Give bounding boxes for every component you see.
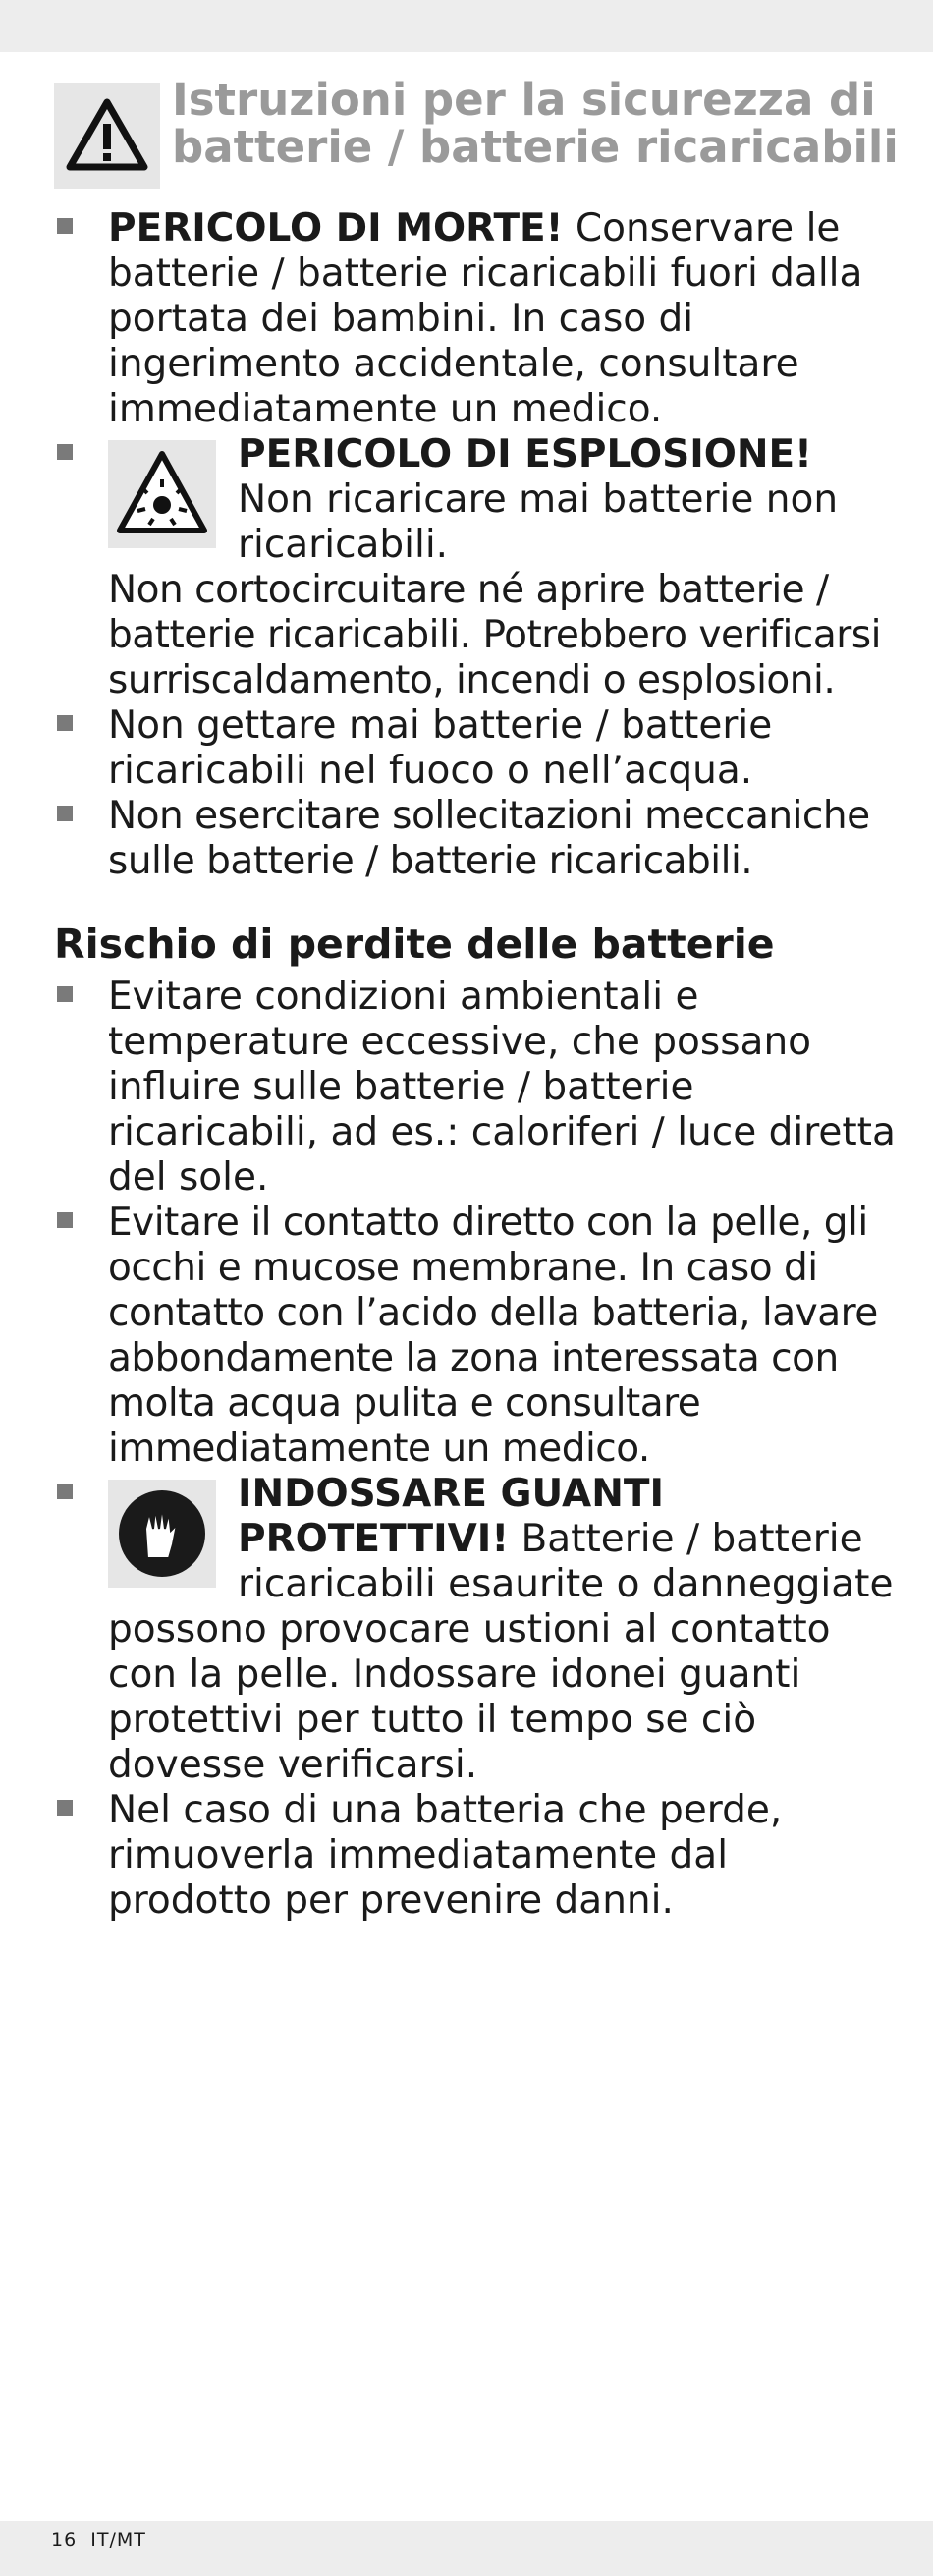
page-number <box>51 2529 146 2550</box>
explosion-danger-label: PERICOLO DI ESPLOSIONE! <box>238 432 812 476</box>
item-text: Non esercitare sollecitazioni meccaniche sulle batterie / batterie ricaricabili. <box>108 794 870 883</box>
list-item <box>54 1788 899 1924</box>
bullet-square <box>57 986 73 1002</box>
explosion-icon <box>108 440 216 548</box>
bullet-square <box>57 1800 73 1816</box>
item-text: Nel caso di una batteria che perde, rimuoverla immediatamente dal prodotto per prevenire danni. <box>108 1788 783 1923</box>
list-item <box>54 206 899 432</box>
bullet-square <box>57 1484 73 1499</box>
item-text: Evitare il contatto diretto con la pelle, gli occhi e mucose membrane. In caso di contatto con l’acido della batteria, lavare abbondamente la zona interessata con molta acqua pulita e consultare immediatamente un medico. <box>108 1201 878 1471</box>
bullet-square <box>57 444 73 460</box>
top-band <box>0 0 933 52</box>
list-item <box>54 1201 899 1472</box>
gloves-label-line-2: PROTETTIVI! <box>238 1517 510 1561</box>
section-title <box>172 74 918 173</box>
item-text: Non gettare mai batterie / batterie ricaricabili nel fuoco o nell’acqua. <box>108 703 773 793</box>
list-item <box>54 794 899 884</box>
section-title-line-2: batterie / batterie ricaricabili <box>172 121 899 173</box>
safety-content <box>54 206 899 1924</box>
list-item <box>54 432 899 703</box>
page-number-value: 16 <box>51 2529 78 2550</box>
list-item <box>54 975 899 1201</box>
item-text: Conservare le batterie / batterie ricaricabili fuori dalla portata dei bambini. In caso di ingerimento accidentale, consultare immediatamente un medico. <box>108 206 863 431</box>
item-text: Batterie / batterie ricaricabili esaurite o danneggiate possono provocare ustioni al contatto con la pelle. Indossare idonei guanti protettivi per tutto il tempo se ciò dovesse verificarsi. <box>108 1517 894 1787</box>
bullet-square <box>57 218 73 234</box>
warning-triangle-icon <box>54 83 160 189</box>
section-title-line-1: Istruzioni per la sicurezza di <box>172 74 876 126</box>
bullet-square <box>57 715 73 731</box>
danger-of-death-label: PERICOLO DI MORTE! <box>108 206 564 251</box>
language-code: IT/MT <box>90 2529 146 2550</box>
item-text: Non ricaricare mai batterie non ricaricabili. <box>238 477 839 567</box>
item-text: Evitare condizioni ambientali e temperature eccessive, che possano influire sulle batterie / batterie ricaricabili, ad es.: caloriferi / luce diretta del sole. <box>108 975 896 1200</box>
bullet-square <box>57 1212 73 1228</box>
leak-risk-heading: Rischio di perdite delle batterie <box>54 921 775 968</box>
list-item <box>54 1472 899 1788</box>
gloves-label-line-1: INDOSSARE GUANTI <box>238 1472 664 1516</box>
item-text-continued: Non cortocircuitare né aprire batterie / batterie ricaricabili. Potrebbero verificarsi surriscaldamento, incendi o esplosioni. <box>108 568 881 702</box>
section-header <box>54 74 899 191</box>
gloves-icon <box>108 1480 216 1588</box>
list-item <box>54 703 899 794</box>
bullet-square <box>57 806 73 821</box>
